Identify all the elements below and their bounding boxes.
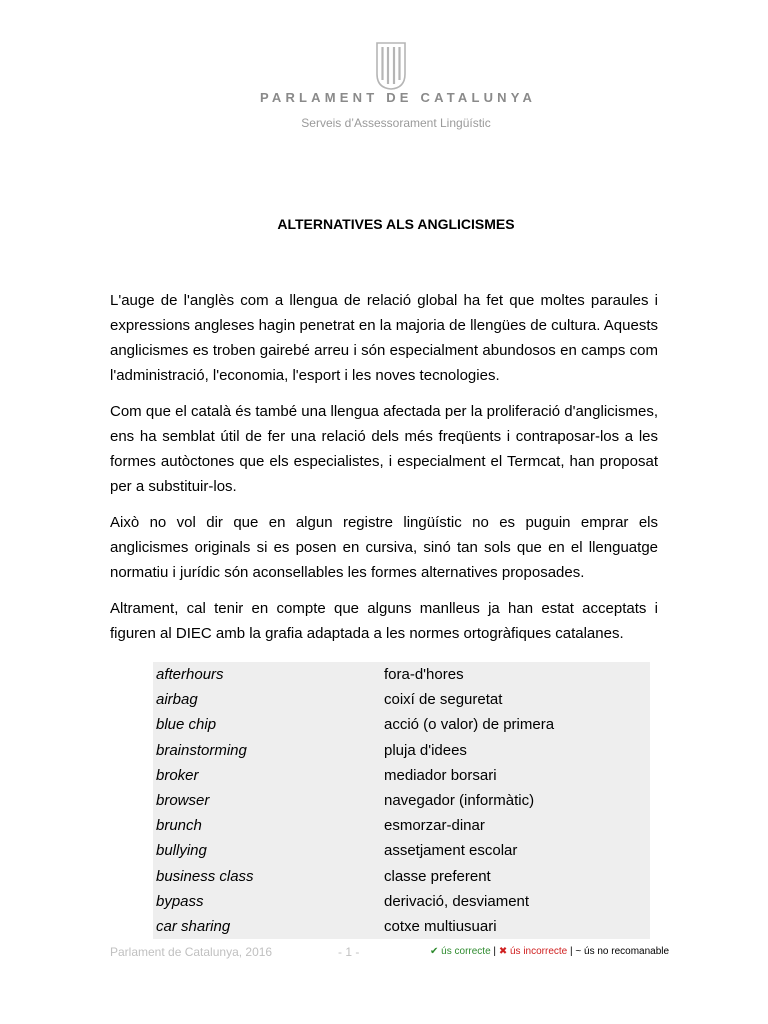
anglicism-term: bypass (156, 892, 204, 910)
anglicism-term: airbag (156, 691, 198, 709)
table-row (153, 813, 650, 838)
catalan-alternative: fora-d'hores (384, 666, 464, 684)
catalan-alternative: acció (o valor) de primera (384, 716, 555, 734)
anglicism-term: browser (156, 792, 210, 810)
table-row (153, 662, 650, 687)
table-row (153, 687, 650, 712)
body-text (110, 288, 658, 657)
catalan-alternative: derivació, desviament (384, 892, 530, 910)
catalan-alternative: pluja d'idees (384, 741, 467, 759)
paragraph: Com que el català és també una llengua afectada per la proliferació d'anglicismes, ens ha semblat útil de fer una relació dels més freqüents i contraposar-los a les formes autòctones que els especialistes, i especialment el Termcat, han proposat per a substituir-los. (110, 403, 658, 495)
legend-correct: ús correcte (441, 946, 491, 957)
legend-separator: | (493, 946, 497, 957)
catalan-alternative: coixí de seguretat (384, 691, 503, 709)
catalan-alternative: cotxe multiusuari (384, 917, 497, 935)
anglicism-term: business class (156, 867, 254, 885)
legend-incorrect: ús incorrecte (509, 946, 568, 957)
table-row (153, 788, 650, 813)
paragraph: L'auge de l'anglès com a llengua de relació global ha fet que moltes paraules i expressions angleses hagin penetrat en la majoria de llengües de cultura. Aquests anglicismes es troben gairebé arreu i són especialment abundosos en camps com l'administració, l'economia, l'esport i les noves tecnologies. (110, 292, 658, 384)
usage-legend (430, 946, 669, 957)
document-title: ALTERNATIVES ALS ANGLICISMES (277, 216, 515, 232)
catalan-alternative: navegador (informàtic) (384, 792, 535, 810)
paragraph: Això no vol dir que en algun registre lingüístic no es puguin emprar els anglicismes originals si es posen en cursiva, sinó tan sols que en el llenguatge normatiu i jurídic són aconsellables les formes alternatives proposades. (110, 514, 658, 581)
table-row (153, 763, 650, 788)
table-row (153, 738, 650, 763)
anglicism-term: brunch (156, 817, 202, 835)
table-row (153, 838, 650, 863)
anglicism-term: afterhours (156, 666, 224, 684)
catalan-alternative: assetjament escolar (384, 842, 518, 860)
checkmark-icon: ✔ (430, 946, 439, 957)
footer-copyright: Parlament de Catalunya, 2016 (110, 945, 273, 959)
catalan-alternative: mediador borsari (384, 766, 497, 784)
table-row (153, 864, 650, 889)
legend-separator: | (570, 946, 573, 957)
table-row (153, 914, 650, 939)
anglicism-term: broker (156, 766, 199, 784)
catalan-alternative: classe preferent (384, 867, 491, 885)
paragraph: Altrament, cal tenir en compte que alguns manlleus ja han estat acceptats i figuren al DIEC amb la grafia adaptada a les normes ortogràfiques catalanes. (110, 600, 658, 642)
organization-name: PARLAMENT DE CATALUNYA (259, 90, 537, 105)
anglicisms-table (153, 662, 650, 939)
anglicism-term: car sharing (156, 917, 231, 935)
catalan-alternative: esmorzar-dinar (384, 817, 485, 835)
anglicism-term: bullying (156, 842, 207, 860)
anglicism-term: blue chip (156, 716, 217, 734)
table-row (153, 712, 650, 737)
tilde-icon: ~ (575, 946, 582, 957)
parliament-logo (376, 42, 406, 90)
anglicism-term: brainstorming (156, 741, 247, 759)
legend-not-recommended: ús no recomanable (584, 946, 670, 957)
table-row (153, 889, 650, 914)
page-number: - 1 - (338, 945, 360, 959)
organization-subtitle: Serveis d’Assessorament Lingüístic (301, 116, 491, 130)
cross-icon: ✖ (498, 946, 508, 957)
